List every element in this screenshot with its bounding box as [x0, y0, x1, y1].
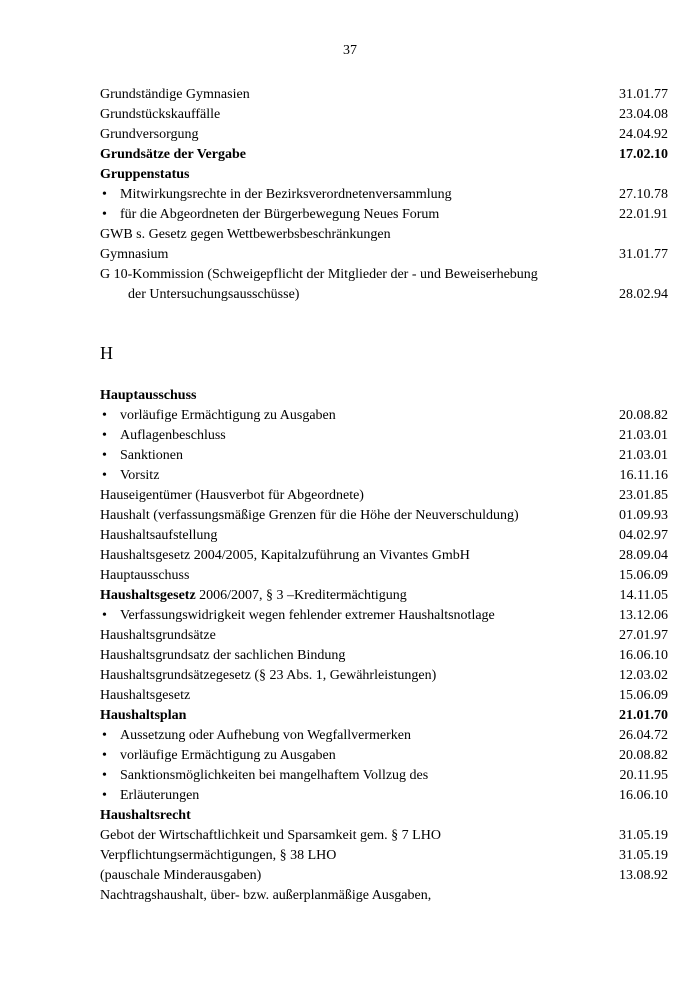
entry-text: G 10-Kommission (Schweigepflicht der Mitglieder der - und Beweiserhebung [100, 267, 538, 282]
index-entry [100, 225, 668, 245]
index-entry [100, 826, 668, 846]
index-entry [100, 265, 668, 285]
index-subentry [100, 426, 668, 446]
entry-date: 31.05.19 [619, 848, 668, 863]
index-entry [100, 566, 668, 586]
bullet-icon: • [102, 608, 107, 623]
index-entry [100, 626, 668, 646]
index-entry [100, 105, 668, 125]
entry-date: 16.06.10 [619, 648, 668, 663]
entry-text: Gymnasium [100, 247, 169, 262]
entry-text: Haushaltsrecht [100, 808, 191, 823]
index-heading [100, 145, 668, 165]
index-entry [100, 85, 668, 105]
section-letter: H [100, 343, 113, 363]
index-entry [100, 846, 668, 866]
entry-date: 20.11.95 [619, 768, 668, 783]
index-entry [100, 586, 668, 606]
index-heading [100, 386, 668, 406]
bullet-icon: • [102, 187, 107, 202]
entry-date: 22.01.91 [619, 207, 668, 222]
entry-text: Gruppenstatus [100, 167, 190, 182]
index-subentry [100, 726, 668, 746]
index-entry [100, 245, 668, 265]
entry-text: Nachtragshaushalt, über- bzw. außerplanmäßige Ausgaben, [100, 888, 432, 903]
entry-date: 17.02.10 [619, 147, 668, 162]
entry-text: Haushaltsgesetz [100, 688, 191, 703]
entry-text: Verfassungswidrigkeit wegen fehlender extremer Haushaltsnotlage [120, 608, 495, 623]
entry-text: Auflagenbeschluss [120, 428, 226, 443]
entry-date: 21.03.01 [619, 448, 668, 463]
entry-text: Hauptausschuss [100, 568, 190, 583]
entry-date: 15.06.09 [619, 688, 668, 703]
entry-text: Haushaltsaufstellung [100, 528, 218, 543]
entry-text: Hauptausschuss [100, 388, 197, 403]
index-subentry [100, 746, 668, 766]
page-number: 37 [343, 43, 357, 58]
entry-date: 20.08.82 [619, 408, 668, 423]
index-entry [100, 866, 668, 886]
entry-text: (pauschale Minderausgaben) [100, 868, 262, 883]
entry-date: 13.12.06 [619, 608, 668, 623]
entry-date: 28.09.04 [619, 548, 668, 563]
entry-text: Grundständige Gymnasien [100, 87, 250, 102]
entry-text: Verpflichtungsermächtigungen, § 38 LHO [100, 848, 337, 863]
entry-text: Haushaltsgrundsätzegesetz (§ 23 Abs. 1, Gewährleistungen) [100, 668, 437, 683]
entry-date: 21.01.70 [619, 708, 668, 723]
entry-date: 12.03.02 [619, 668, 668, 683]
bullet-icon: • [102, 788, 107, 803]
entry-text: Haushalt (verfassungsmäßige Grenzen für die Höhe der Neuverschuldung) [100, 508, 519, 523]
entry-date: 31.01.77 [619, 87, 668, 102]
entry-text: Erläuterungen [120, 788, 200, 803]
index-heading [100, 165, 668, 185]
entry-text: der Untersuchungsausschüsse) [128, 287, 300, 302]
index-subentry [100, 786, 668, 806]
entry-date: 15.06.09 [619, 568, 668, 583]
index-entry-continuation [100, 285, 668, 305]
entry-text: Haushaltsgrundsätze [100, 628, 216, 643]
entry-text: Mitwirkungsrechte in der Bezirksverordnetenversammlung [120, 187, 452, 202]
entry-text: Sanktionsmöglichkeiten bei mangelhaftem Vollzug des [120, 768, 429, 783]
index-subentry [100, 446, 668, 466]
bullet-icon: • [102, 768, 107, 783]
entry-date: 21.03.01 [619, 428, 668, 443]
bullet-icon: • [102, 408, 107, 423]
entry-date: 27.01.97 [619, 628, 668, 643]
bullet-icon: • [102, 468, 107, 483]
index-entry [100, 666, 668, 686]
entry-text: GWB s. Gesetz gegen Wettbewerbsbeschränkungen [100, 227, 391, 242]
entry-text: vorläufige Ermächtigung zu Ausgaben [120, 408, 336, 423]
index-heading [100, 806, 668, 826]
entry-text: Haushaltsplan [100, 708, 187, 723]
section-h-index [100, 386, 668, 906]
entry-text: Gebot der Wirtschaftlichkeit und Sparsamkeit gem. § 7 LHO [100, 828, 441, 843]
entry-text: Sanktionen [120, 448, 183, 463]
index-subentry [100, 185, 668, 205]
section-g-index [100, 85, 668, 305]
index-heading [100, 706, 668, 726]
entry-text: Haushaltsgesetz 2004/2005, Kapitalzuführung an Vivantes GmbH [100, 548, 470, 563]
entry-text: Grundversorgung [100, 127, 199, 142]
entry-text: Aussetzung oder Aufhebung von Wegfallvermerken [120, 728, 411, 743]
entry-text: Haushaltsgrundsatz der sachlichen Bindung [100, 648, 346, 663]
index-entry [100, 646, 668, 666]
index-subentry [100, 606, 668, 626]
entry-text: Grundstückskauffälle [100, 107, 221, 122]
entry-text-rest: 2006/2007, § 3 –Kreditermächtigung [195, 588, 407, 603]
entry-date: 23.01.85 [619, 488, 668, 503]
index-entry [100, 506, 668, 526]
bullet-icon: • [102, 448, 107, 463]
index-subentry [100, 766, 668, 786]
entry-date: 27.10.78 [619, 187, 668, 202]
index-entry [100, 686, 668, 706]
index-entry [100, 546, 668, 566]
entry-text: Vorsitz [120, 468, 160, 483]
entry-date: 14.11.05 [619, 588, 668, 603]
entry-text: Hauseigentümer (Hausverbot für Abgeordnete) [100, 488, 364, 503]
entry-date: 24.04.92 [619, 127, 668, 142]
entry-text: Grundsätze der Vergabe [100, 147, 246, 162]
entry-date: 26.04.72 [619, 728, 668, 743]
entry-date: 16.06.10 [619, 788, 668, 803]
entry-date: 04.02.97 [619, 528, 668, 543]
entry-date: 28.02.94 [619, 287, 668, 302]
entry-text: vorläufige Ermächtigung zu Ausgaben [120, 748, 336, 763]
index-entry [100, 886, 668, 906]
entry-date: 31.01.77 [619, 247, 668, 262]
entry-text-bold: Haushaltsgesetz [100, 588, 196, 603]
entry-text: für die Abgeordneten der Bürgerbewegung Neues Forum [120, 207, 440, 222]
entry-date: 31.05.19 [619, 828, 668, 843]
entry-text [100, 586, 407, 606]
index-subentry [100, 205, 668, 225]
entry-date: 13.08.92 [619, 868, 668, 883]
bullet-icon: • [102, 428, 107, 443]
index-subentry [100, 406, 668, 426]
bullet-icon: • [102, 728, 107, 743]
entry-date: 23.04.08 [619, 107, 668, 122]
bullet-icon: • [102, 207, 107, 222]
index-entry [100, 125, 668, 145]
index-entry [100, 526, 668, 546]
entry-date: 01.09.93 [619, 508, 668, 523]
index-entry [100, 486, 668, 506]
index-subentry [100, 466, 668, 486]
entry-date: 16.11.16 [619, 468, 668, 483]
bullet-icon: • [102, 748, 107, 763]
entry-date: 20.08.82 [619, 748, 668, 763]
